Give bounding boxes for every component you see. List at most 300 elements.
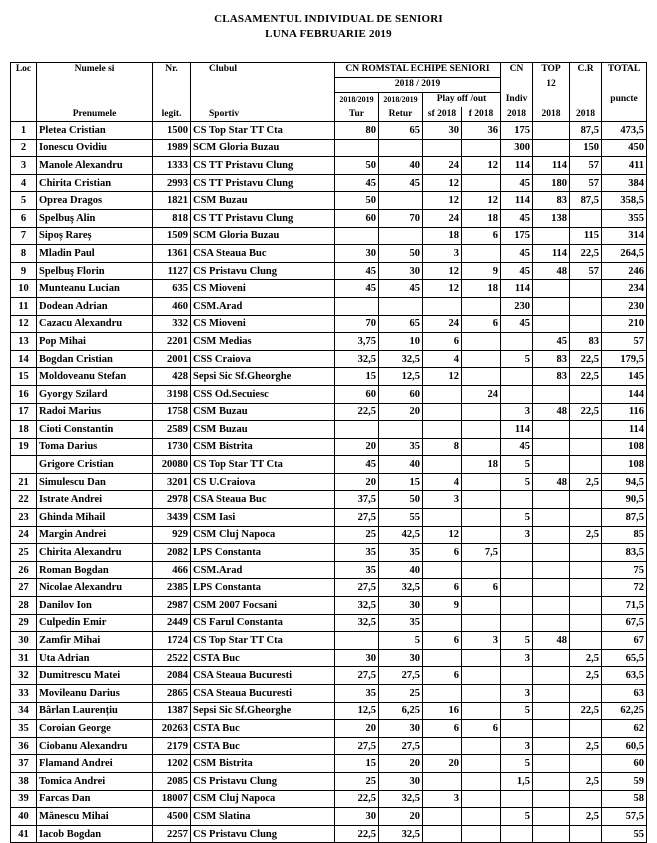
table-row (11, 333, 647, 351)
cell-top12: 83 (533, 350, 570, 368)
cell-club: CSM.Arad (191, 561, 335, 579)
cell-total: 246 (602, 262, 647, 280)
cell-loc: 4 (11, 174, 37, 192)
cell-cr (570, 790, 602, 808)
cell-loc: 18 (11, 421, 37, 439)
cell-cn-indiv: 5 (501, 350, 533, 368)
cell-retur: 45 (379, 280, 423, 298)
cell-legit: 1989 (153, 139, 191, 157)
cell-loc (11, 456, 37, 474)
cell-total: 234 (602, 280, 647, 298)
cell-retur: 20 (379, 808, 423, 826)
cell-tur: 12,5 (335, 702, 379, 720)
cell-f2018: 24 (462, 385, 501, 403)
cell-f2018: 6 (462, 227, 501, 245)
cell-f2018 (462, 491, 501, 509)
cell-legit: 1724 (153, 632, 191, 650)
table-row (11, 667, 647, 685)
cell-total: 355 (602, 209, 647, 227)
cell-legit: 466 (153, 561, 191, 579)
cell-top12: 138 (533, 209, 570, 227)
header-row-2 (11, 78, 647, 93)
cell-retur: 5 (379, 632, 423, 650)
cell-name: Grigore Cristian (37, 456, 153, 474)
cell-total: 83,5 (602, 544, 647, 562)
cell-f2018 (462, 333, 501, 351)
cell-club: CSM Medias (191, 333, 335, 351)
cell-legit: 1758 (153, 403, 191, 421)
cell-sf2018 (423, 649, 462, 667)
cell-cn-indiv: 114 (501, 421, 533, 439)
cell-cn-indiv: 45 (501, 245, 533, 263)
cell-sf2018: 6 (423, 333, 462, 351)
cell-name: Pop Mihai (37, 333, 153, 351)
cell-sf2018: 6 (423, 720, 462, 738)
cell-legit: 818 (153, 209, 191, 227)
cell-retur: 27,5 (379, 667, 423, 685)
cell-sf2018: 6 (423, 632, 462, 650)
header-top: TOP (533, 63, 570, 78)
cell-retur: 65 (379, 315, 423, 333)
cell-loc: 27 (11, 579, 37, 597)
cell-retur: 30 (379, 597, 423, 615)
cell-total: 75 (602, 561, 647, 579)
cell-club: CS U.Craiova (191, 473, 335, 491)
cell-retur: 6,25 (379, 702, 423, 720)
table-row (11, 772, 647, 790)
cell-tur: 80 (335, 122, 379, 140)
cell-total: 179,5 (602, 350, 647, 368)
header-playoff: Play off /out (423, 93, 501, 108)
cell-club: CSS Od.Secuiesc (191, 385, 335, 403)
cell-cn-indiv: 175 (501, 227, 533, 245)
cell-club: CSA Steaua Buc (191, 245, 335, 263)
cell-retur: 32,5 (379, 350, 423, 368)
cell-cn-indiv: 5 (501, 702, 533, 720)
cell-total: 57 (602, 333, 647, 351)
cell-legit: 2085 (153, 772, 191, 790)
cell-total: 144 (602, 385, 647, 403)
cell-cn-indiv: 5 (501, 632, 533, 650)
page-title: CLASAMENTUL INDIVIDUAL DE SENIORI (214, 13, 443, 25)
table-row (11, 456, 647, 474)
cell-legit: 2993 (153, 174, 191, 192)
cell-f2018 (462, 350, 501, 368)
cell-cn-indiv (501, 544, 533, 562)
cell-tur (335, 297, 379, 315)
cell-sf2018 (423, 561, 462, 579)
cell-cr (570, 421, 602, 439)
cell-f2018 (462, 597, 501, 615)
cell-cn-indiv: 114 (501, 280, 533, 298)
cell-club: CSM Slatina (191, 808, 335, 826)
cell-top12: 83 (533, 192, 570, 210)
cell-name: Sipoș Rareș (37, 227, 153, 245)
cell-tur: 32,5 (335, 350, 379, 368)
cell-name: Simulescu Dan (37, 473, 153, 491)
table-row (11, 825, 647, 843)
cell-name: Toma Darius (37, 438, 153, 456)
cell-loc: 36 (11, 737, 37, 755)
cell-sf2018: 18 (423, 227, 462, 245)
cell-loc: 38 (11, 772, 37, 790)
cell-loc: 13 (11, 333, 37, 351)
table-row (11, 315, 647, 333)
cell-cr: 22,5 (570, 403, 602, 421)
cell-sf2018 (423, 139, 462, 157)
cell-loc: 39 (11, 790, 37, 808)
cell-top12 (533, 649, 570, 667)
cell-sf2018: 24 (423, 209, 462, 227)
cell-f2018 (462, 509, 501, 527)
table-row (11, 403, 647, 421)
cell-f2018 (462, 561, 501, 579)
header-indiv: Indiv (501, 93, 533, 108)
cell-sf2018: 24 (423, 157, 462, 175)
cell-name: Spelbuş Florin (37, 262, 153, 280)
header-prenumele: Prenumele (37, 107, 153, 122)
cell-total: 60,5 (602, 737, 647, 755)
cell-retur: 27,5 (379, 737, 423, 755)
cell-name: Moldoveanu Stefan (37, 368, 153, 386)
cell-cr (570, 456, 602, 474)
table-row (11, 139, 647, 157)
cell-cr: 2,5 (570, 772, 602, 790)
cell-sf2018: 3 (423, 245, 462, 263)
cell-top12 (533, 825, 570, 843)
cell-tur: 35 (335, 544, 379, 562)
cell-total: 114 (602, 421, 647, 439)
cell-club: LPS Constanta (191, 544, 335, 562)
cell-tur: 27,5 (335, 737, 379, 755)
cell-club: CS Top Star TT Cta (191, 456, 335, 474)
cell-retur: 40 (379, 157, 423, 175)
cell-total: 55 (602, 825, 647, 843)
cell-cn-indiv: 5 (501, 509, 533, 527)
cell-f2018: 6 (462, 579, 501, 597)
cell-loc: 7 (11, 227, 37, 245)
header-legit: legit. (153, 107, 191, 122)
cell-name: Danilov Ion (37, 597, 153, 615)
cell-sf2018 (423, 385, 462, 403)
cell-total: 411 (602, 157, 647, 175)
cell-loc: 35 (11, 720, 37, 738)
cell-tur: 35 (335, 561, 379, 579)
cell-club: CSM Bistrita (191, 438, 335, 456)
cell-sf2018 (423, 737, 462, 755)
table-row (11, 597, 647, 615)
cell-retur: 65 (379, 122, 423, 140)
cell-retur: 55 (379, 509, 423, 527)
cell-sf2018: 16 (423, 702, 462, 720)
cell-cn-indiv: 45 (501, 315, 533, 333)
cell-top12 (533, 720, 570, 738)
cell-cn-indiv: 5 (501, 808, 533, 826)
cell-top12: 114 (533, 245, 570, 263)
cell-f2018 (462, 685, 501, 703)
cell-name: Iacob Bogdan (37, 825, 153, 843)
cell-retur: 50 (379, 491, 423, 509)
cell-loc: 37 (11, 755, 37, 773)
cell-loc: 11 (11, 297, 37, 315)
cell-tur: 45 (335, 174, 379, 192)
cell-name: Flamand Andrei (37, 755, 153, 773)
cell-cn-indiv: 3 (501, 685, 533, 703)
cell-legit: 2082 (153, 544, 191, 562)
cell-total: 145 (602, 368, 647, 386)
cell-tur: 50 (335, 157, 379, 175)
cell-total: 60 (602, 755, 647, 773)
cell-cr: 57 (570, 157, 602, 175)
cell-sf2018: 4 (423, 350, 462, 368)
cell-loc: 19 (11, 438, 37, 456)
cell-cn-indiv (501, 561, 533, 579)
header-loc: Loc (11, 63, 37, 78)
cell-top12 (533, 139, 570, 157)
cell-top12 (533, 122, 570, 140)
cell-sf2018: 12 (423, 280, 462, 298)
cell-cn-indiv: 3 (501, 526, 533, 544)
cell-legit: 1821 (153, 192, 191, 210)
cell-sf2018: 12 (423, 526, 462, 544)
cell-tur: 35 (335, 685, 379, 703)
cell-sf2018 (423, 297, 462, 315)
cell-top12: 48 (533, 262, 570, 280)
cell-cn-indiv: 114 (501, 192, 533, 210)
cell-retur: 30 (379, 262, 423, 280)
cell-tur: 22,5 (335, 790, 379, 808)
cell-loc: 40 (11, 808, 37, 826)
cell-cr: 87,5 (570, 122, 602, 140)
cell-retur: 10 (379, 333, 423, 351)
cell-name: Tomica Andrei (37, 772, 153, 790)
cell-tur: 25 (335, 526, 379, 544)
cell-total: 58 (602, 790, 647, 808)
table-row (11, 649, 647, 667)
cell-cr (570, 315, 602, 333)
table-row (11, 526, 647, 544)
cell-cr: 2,5 (570, 667, 602, 685)
cell-name: Cioti Constantin (37, 421, 153, 439)
cell-retur (379, 139, 423, 157)
cell-cr (570, 597, 602, 615)
cell-sf2018: 6 (423, 667, 462, 685)
cell-loc: 32 (11, 667, 37, 685)
cell-total: 57,5 (602, 808, 647, 826)
table-row (11, 790, 647, 808)
cell-name: Manole Alexandru (37, 157, 153, 175)
cell-cr (570, 544, 602, 562)
table-row (11, 544, 647, 562)
cell-name: Spelbuş Alin (37, 209, 153, 227)
cell-loc: 6 (11, 209, 37, 227)
cell-club: CSM 2007 Focsani (191, 597, 335, 615)
cell-legit: 2987 (153, 597, 191, 615)
table-row (11, 245, 647, 263)
cell-sf2018: 12 (423, 174, 462, 192)
cell-name: Ciobanu Alexandru (37, 737, 153, 755)
cell-cr: 22,5 (570, 702, 602, 720)
header-cr: C.R (570, 63, 602, 78)
cell-top12: 114 (533, 157, 570, 175)
cell-loc: 22 (11, 491, 37, 509)
table-row (11, 491, 647, 509)
cell-loc: 12 (11, 315, 37, 333)
cell-tur: 32,5 (335, 597, 379, 615)
cell-name: Movileanu Darius (37, 685, 153, 703)
cell-name: Nicolae Alexandru (37, 579, 153, 597)
cell-name: Chirita Cristian (37, 174, 153, 192)
cell-top12 (533, 438, 570, 456)
cell-total: 63,5 (602, 667, 647, 685)
cell-tur (335, 139, 379, 157)
cell-f2018 (462, 649, 501, 667)
cell-total: 108 (602, 438, 647, 456)
cell-cn-indiv (501, 825, 533, 843)
cell-club: Sepsi Sic Sf.Gheorghe (191, 702, 335, 720)
cell-f2018 (462, 174, 501, 192)
cell-legit: 1509 (153, 227, 191, 245)
cell-total: 71,5 (602, 597, 647, 615)
cell-cn-indiv: 3 (501, 649, 533, 667)
cell-legit: 428 (153, 368, 191, 386)
cell-tur: 45 (335, 456, 379, 474)
cell-legit: 1361 (153, 245, 191, 263)
cell-legit: 929 (153, 526, 191, 544)
cell-f2018 (462, 526, 501, 544)
cell-cr: 83 (570, 333, 602, 351)
table-row (11, 614, 647, 632)
cell-top12: 180 (533, 174, 570, 192)
cell-total: 62 (602, 720, 647, 738)
cell-tur: 30 (335, 649, 379, 667)
cell-cr: 2,5 (570, 526, 602, 544)
cell-name: Mladin Paul (37, 245, 153, 263)
cell-top12 (533, 227, 570, 245)
cell-sf2018: 20 (423, 755, 462, 773)
cell-club: CS TT Pristavu Clung (191, 174, 335, 192)
cell-cr (570, 825, 602, 843)
cell-retur (379, 421, 423, 439)
cell-total: 230 (602, 297, 647, 315)
cell-top12 (533, 544, 570, 562)
cell-legit: 3439 (153, 509, 191, 527)
cell-retur: 35 (379, 544, 423, 562)
cell-club: CSTA Buc (191, 720, 335, 738)
header-row-4 (11, 107, 647, 122)
cell-legit: 2865 (153, 685, 191, 703)
cell-cr: 57 (570, 262, 602, 280)
header-tur: Tur (335, 107, 379, 122)
cell-total: 65,5 (602, 649, 647, 667)
cell-legit: 3201 (153, 473, 191, 491)
cell-cn-indiv: 1,5 (501, 772, 533, 790)
cell-loc: 15 (11, 368, 37, 386)
cell-f2018: 18 (462, 456, 501, 474)
cell-total: 72 (602, 579, 647, 597)
cell-top12 (533, 421, 570, 439)
cell-cn-indiv: 3 (501, 737, 533, 755)
cell-sf2018: 30 (423, 122, 462, 140)
cell-f2018 (462, 790, 501, 808)
cell-name: Chirita Alexandru (37, 544, 153, 562)
cell-cr (570, 280, 602, 298)
cell-top12 (533, 737, 570, 755)
cell-cr: 2,5 (570, 473, 602, 491)
cell-tur: 20 (335, 473, 379, 491)
cell-club: CS Top Star TT Cta (191, 632, 335, 650)
cell-legit: 1730 (153, 438, 191, 456)
cell-tur: 70 (335, 315, 379, 333)
cell-tur: 30 (335, 245, 379, 263)
header-nr: Nr. (153, 63, 191, 78)
cell-f2018: 12 (462, 192, 501, 210)
cell-f2018 (462, 755, 501, 773)
cell-cn-indiv: 175 (501, 122, 533, 140)
table-row (11, 632, 647, 650)
cell-loc: 5 (11, 192, 37, 210)
cell-sf2018: 6 (423, 544, 462, 562)
cell-cr (570, 209, 602, 227)
table-row (11, 702, 647, 720)
cell-top12 (533, 456, 570, 474)
cell-cn-indiv (501, 614, 533, 632)
cell-loc: 3 (11, 157, 37, 175)
cell-legit: 635 (153, 280, 191, 298)
table-row (11, 561, 647, 579)
cell-cn-indiv (501, 720, 533, 738)
cell-total: 358,5 (602, 192, 647, 210)
cell-loc: 2 (11, 139, 37, 157)
cell-club: CS Pristavu Clung (191, 825, 335, 843)
cell-tur: 20 (335, 720, 379, 738)
cell-retur: 60 (379, 385, 423, 403)
cell-loc: 14 (11, 350, 37, 368)
cell-sf2018: 12 (423, 192, 462, 210)
header-retur: Retur (379, 107, 423, 122)
cell-club: CS TT Pristavu Clung (191, 209, 335, 227)
cell-name: Munteanu Lucian (37, 280, 153, 298)
cell-name: Mănescu Mihai (37, 808, 153, 826)
cell-total: 59 (602, 772, 647, 790)
cell-cn-indiv (501, 579, 533, 597)
cell-name: Culpedin Emir (37, 614, 153, 632)
header-sportiv: Sportiv (191, 107, 335, 122)
cell-loc: 31 (11, 649, 37, 667)
cell-f2018 (462, 438, 501, 456)
cell-tur (335, 227, 379, 245)
cell-top12 (533, 491, 570, 509)
cell-cr (570, 755, 602, 773)
cell-retur: 32,5 (379, 790, 423, 808)
cell-tur: 50 (335, 192, 379, 210)
cell-club: CS Mioveni (191, 315, 335, 333)
cell-legit: 3198 (153, 385, 191, 403)
cell-cr (570, 685, 602, 703)
cell-cr: 22,5 (570, 350, 602, 368)
cell-loc: 26 (11, 561, 37, 579)
cell-cn-indiv (501, 597, 533, 615)
cell-legit: 2522 (153, 649, 191, 667)
cell-cr: 57 (570, 174, 602, 192)
cell-name: Bârlan Laurențiu (37, 702, 153, 720)
cell-loc: 1 (11, 122, 37, 140)
cell-legit: 4500 (153, 808, 191, 826)
cell-retur (379, 227, 423, 245)
cell-f2018 (462, 702, 501, 720)
cell-total: 63 (602, 685, 647, 703)
cell-tur: 37,5 (335, 491, 379, 509)
